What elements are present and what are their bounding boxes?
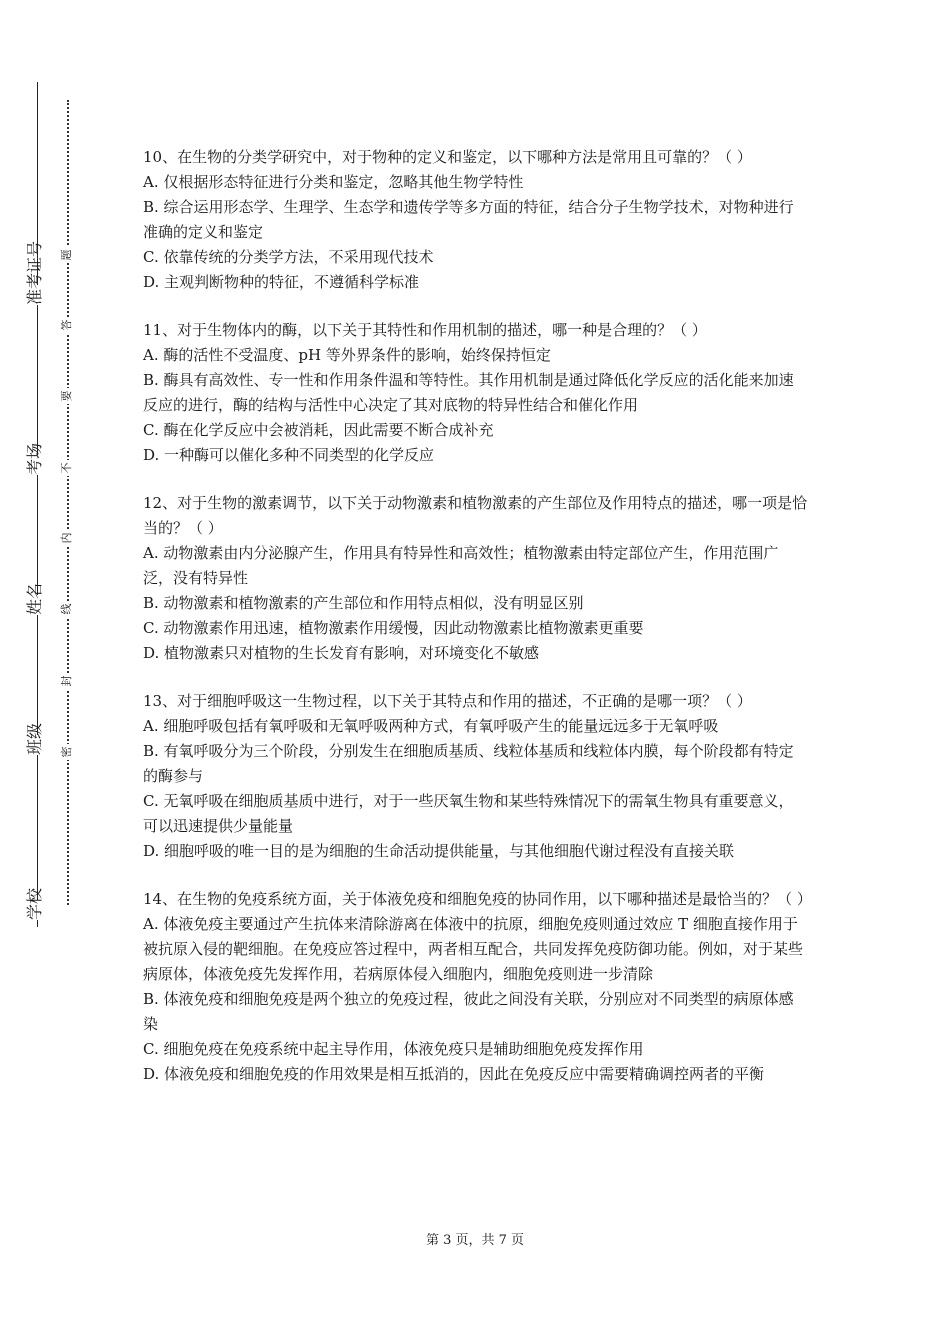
option-a: A. 动物激素由内分泌腺产生，作用具有特异性和高效性；植物激素由特定部位产生，作用范围广泛，没有特异性 bbox=[143, 544, 779, 587]
option-b: B. 体液免疫和细胞免疫是两个独立的免疫过程，彼此之间没有关联，分别应对不同类型的病原体感染 bbox=[143, 990, 794, 1033]
option-c: C. 无氧呼吸在细胞质基质中进行，对于一些厌氧生物和某些特殊情况下的需氧生物具有重要意义，可以迅速提供少量能量 bbox=[143, 792, 794, 835]
field-label-class: 班级 bbox=[25, 722, 44, 755]
seal-char: 题 bbox=[59, 247, 75, 263]
option-d: D. 一种酶可以催化多种不同类型的化学反应 bbox=[143, 446, 435, 464]
option-d: D. 植物激素只对植物的生长发育有影响，对环境变化不敏感 bbox=[143, 644, 540, 662]
question-14 bbox=[143, 887, 812, 1087]
seal-line bbox=[67, 100, 69, 905]
option-a: A. 仅根据形态特征进行分类和鉴定，忽略其他生物学特性 bbox=[143, 173, 524, 191]
option-d: D. 细胞呼吸的唯一目的是为细胞的生命活动提供能量，与其他细胞代谢过程没有直接关联 bbox=[143, 842, 735, 860]
option-a: A. 体液免疫主要通过产生抗体来清除游离在体液中的抗原，细胞免疫则通过效应 T 细胞直接作用于被抗原入侵的靶细胞。在免疫应答过程中，两者相互配合，共同发挥免疫防御功能。例如，对于某些病原体，体液免疫先发挥作用，若病原体侵入细胞内，细胞免疫则进一步清除 bbox=[143, 915, 804, 983]
option-b: B. 酶具有高效性、专一性和作用条件温和等特性。其作用机制是通过降低化学反应的活化能来加速反应的进行，酶的结构与活性中心决定了其对底物的特异性结合和催化作用 bbox=[143, 371, 794, 414]
binding-line bbox=[37, 82, 38, 927]
option-d: D. 体液免疫和细胞免疫的作用效果是相互抵消的，因此在免疫反应中需要精确调控两者的平衡 bbox=[143, 1065, 765, 1083]
question-11 bbox=[143, 318, 808, 468]
question-13 bbox=[143, 689, 808, 864]
seal-char: 答 bbox=[59, 317, 75, 333]
question-list bbox=[143, 145, 812, 1110]
question-12 bbox=[143, 491, 808, 666]
field-label-exam-room: 考场 bbox=[25, 442, 44, 475]
option-d: D. 主观判断物种的特征，不遵循科学标准 bbox=[143, 273, 420, 291]
seal-char: 线 bbox=[59, 601, 75, 617]
option-a: A. 细胞呼吸包括有氧呼吸和无氧呼吸两种方式，有氧呼吸产生的能量远远多于无氧呼吸 bbox=[143, 717, 719, 735]
option-c: C. 细胞免疫在免疫系统中起主导作用，体液免疫只是辅助细胞免疫发挥作用 bbox=[143, 1040, 644, 1058]
field-label-exam-number: 准考证号 bbox=[25, 240, 44, 305]
question-stem: 10、在生物的分类学研究中，对于物种的定义和鉴定，以下哪种方法是常用且可靠的？（ ） bbox=[143, 148, 752, 166]
question-stem: 14、在生物的免疫系统方面，关于体液免疫和细胞免疫的协同作用，以下哪种描述是最恰当的？（ ） bbox=[143, 890, 812, 908]
option-c: C. 动物激素作用迅速，植物激素作用缓慢，因此动物激素比植物激素更重要 bbox=[143, 619, 644, 637]
option-b: B. 综合运用形态学、生理学、生态学和遗传学等多方面的特征，结合分子生物学技术，对物种进行准确的定义和鉴定 bbox=[143, 198, 794, 241]
seal-char: 密 bbox=[59, 744, 75, 760]
seal-char: 不 bbox=[59, 460, 75, 476]
field-label-name: 姓名 bbox=[25, 582, 44, 615]
option-b: B. 动物激素和植物激素的产生部位和作用特点相似，没有明显区别 bbox=[143, 594, 584, 612]
seal-char: 要 bbox=[59, 388, 75, 404]
option-c: C. 酶在化学反应中会被消耗，因此需要不断合成补充 bbox=[143, 421, 494, 439]
question-stem: 12、对于生物的激素调节，以下关于动物激素和植物激素的产生部位及作用特点的描述，哪一项是恰当的？（ ） bbox=[143, 494, 808, 537]
field-label-school: 学校 bbox=[25, 887, 44, 920]
question-10 bbox=[143, 145, 808, 295]
question-stem: 11、对于生物体内的酶，以下关于其特性和作用机制的描述，哪一种是合理的？（ ） bbox=[143, 321, 707, 339]
seal-char: 内 bbox=[59, 530, 75, 546]
seal-char: 封 bbox=[59, 673, 75, 689]
option-c: C. 依靠传统的分类学方法，不采用现代技术 bbox=[143, 248, 434, 266]
page-number: 第 3 页，共 7 页 bbox=[425, 1233, 525, 1248]
option-b: B. 有氧呼吸分为三个阶段，分别发生在细胞质基质、线粒体基质和线粒体内膜，每个阶段都有特定的酶参与 bbox=[143, 742, 794, 785]
option-a: A. 酶的活性不受温度、pH 等外界条件的影响，始终保持恒定 bbox=[143, 346, 551, 364]
question-stem: 13、对于细胞呼吸这一生物过程，以下关于其特点和作用的描述，不正确的是哪一项？（ ） bbox=[143, 692, 752, 710]
